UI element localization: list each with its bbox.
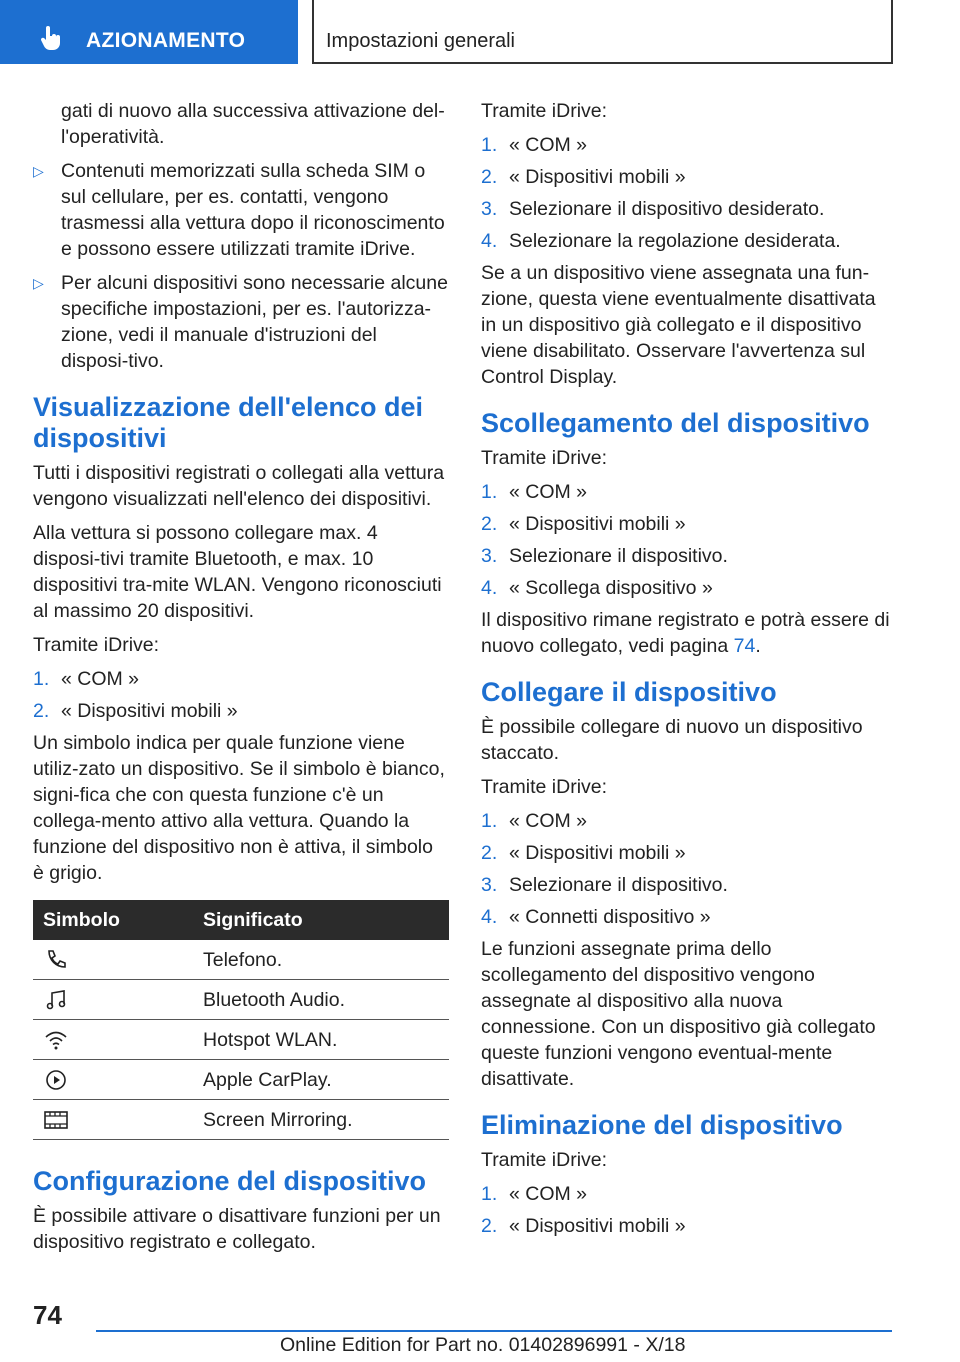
bullet-item: ▷ Per alcuni dispositivi sono necessarie alcune specifiche impostazioni, per es. l'autorizza-zione, vedi il manuale d'istruzioni del disposi-tivo. (33, 272, 448, 372)
step-item: 4. « Scollega dispositivo » (481, 577, 713, 599)
paragraph: È possibile collegare di nuovo un dispositivo staccato. (481, 716, 863, 764)
section-tab (0, 0, 298, 64)
table-header-row (33, 900, 449, 940)
step-item: 4. Selezionare la regolazione desiderata. (481, 230, 841, 252)
step-list (481, 1181, 895, 1239)
table-row (33, 940, 449, 980)
edition-footer: Online Edition for Part no. 01402896991 - X/18 (280, 1334, 686, 1356)
step-list (481, 808, 895, 930)
step-item: 1. « COM » (481, 481, 588, 503)
chapter-title: Impostazioni generali (326, 30, 515, 52)
step-item: 2. « Dispositivi mobili » (481, 842, 686, 864)
paragraph: Un simbolo indica per quale funzione viene utiliz-zato un dispositivo. Se il simbolo è bianco, signi-fica che con questa funzione c'è un collega-mento attivo alla vettura. Quando la funzione del dispositivo non è attiva, il simbolo è grigio. (33, 732, 445, 884)
step-item: 2. « Dispositivi mobili » (33, 700, 238, 722)
heading-delete-device: Eliminazione del dispositivo (481, 1110, 843, 1140)
symbol-table (33, 900, 449, 1140)
step-list (481, 132, 895, 254)
phone-icon (43, 947, 69, 973)
step-item: 1. « COM » (481, 810, 588, 832)
symbol-meaning: Telefono. (193, 940, 449, 980)
idrive-label: Tramite iDrive: (481, 447, 608, 469)
step-item: 3. Selezionare il dispositivo. (481, 545, 728, 567)
bullet-item: ▷ Contenuti memorizzati sulla scheda SIM o sul cellulare, per es. contatti, vengono trasmessi alla vettura dopo il riconoscimento e possono essere utilizzati tramite iDrive. (33, 160, 445, 260)
idrive-label: Tramite iDrive: (481, 100, 608, 122)
table-row (33, 1020, 449, 1060)
step-list (481, 479, 895, 601)
step-item: 1. « COM » (33, 668, 140, 690)
footer-divider (96, 1330, 892, 1332)
heading-disconnect-device: Scollegamento del dispositivo (481, 408, 870, 438)
table-row (33, 980, 449, 1020)
right-column (481, 98, 895, 1245)
idrive-label: Tramite iDrive: (481, 776, 608, 798)
paragraph: Il dispositivo rimane registrato e potrà essere di nuovo collegato, vedi pagina 74. (481, 609, 890, 657)
step-item: 2. « Dispositivi mobili » (481, 166, 686, 188)
continued-paragraph: gati di nuovo alla successiva attivazione del-l'operatività. (61, 100, 445, 148)
symbol-meaning: Hotspot WLAN. (193, 1020, 449, 1060)
step-item: 2. « Dispositivi mobili » (481, 1215, 686, 1237)
step-list (33, 666, 449, 724)
paragraph: Le funzioni assegnate prima dello scollegamento del dispositivo vengono assegnate al dispositivo alla nuova connessione. Con un dispositivo già collegato queste funzioni vengono eventual-mente disattivate. (481, 938, 876, 1090)
wifi-icon (43, 1027, 69, 1053)
section-label: AZIONAMENTO (86, 29, 246, 52)
symbol-meaning: Apple CarPlay. (193, 1060, 449, 1100)
table-row (33, 1060, 449, 1100)
hand-pointer-icon (40, 26, 62, 50)
left-column (33, 98, 449, 1263)
symbol-meaning: Screen Mirroring. (193, 1100, 449, 1140)
table-row (33, 1100, 449, 1140)
idrive-label: Tramite iDrive: (33, 634, 160, 656)
paragraph: Se a un dispositivo viene assegnata una fun-zione, questa viene eventualmente disattivata in un dispositivo già collegato e il dispositivo viene disabilitato. Osservare l'avvertenza sul Control Display. (481, 262, 876, 388)
step-item: 2. « Dispositivi mobili » (481, 513, 686, 535)
triangle-bullet-icon: ▷ (33, 275, 44, 291)
paragraph: Alla vettura si possono collegare max. 4 disposi-tivi tramite Bluetooth, e max. 10 dispositivi tra-mite WLAN. Vengono riconosciuti al massimo 20 dispositivi. (33, 522, 442, 622)
step-item: 4. « Connetti dispositivo » (481, 906, 711, 928)
step-item: 1. « COM » (481, 134, 588, 156)
music-note-icon (43, 987, 69, 1013)
paragraph: Tutti i dispositivi registrati o collegati alla vettura vengono visualizzati nell'elenco dei dispositivi. (33, 462, 445, 510)
chapter-header (312, 0, 893, 64)
column-header: Significato (193, 900, 449, 940)
paragraph: È possibile attivare o disattivare funzioni per un dispositivo registrato e collegato. (33, 1205, 441, 1253)
heading-connect-device: Collegare il dispositivo (481, 677, 777, 707)
carplay-icon (43, 1067, 69, 1093)
step-item: 1. « COM » (481, 1183, 588, 1205)
heading-device-list: Visualizzazione dell'elenco dei dispositivi (33, 392, 424, 453)
step-item: 3. Selezionare il dispositivo desiderato. (481, 198, 825, 220)
page-reference-link[interactable]: 74 (733, 635, 756, 657)
idrive-label: Tramite iDrive: (481, 1149, 608, 1171)
heading-device-config: Configurazione del dispositivo (33, 1166, 427, 1196)
symbol-meaning: Bluetooth Audio. (193, 980, 449, 1020)
triangle-bullet-icon: ▷ (33, 163, 44, 179)
screen-mirroring-icon (43, 1107, 69, 1133)
step-item: 3. Selezionare il dispositivo. (481, 874, 728, 896)
column-header: Simbolo (33, 900, 193, 940)
page-number: 74 (33, 1300, 62, 1330)
